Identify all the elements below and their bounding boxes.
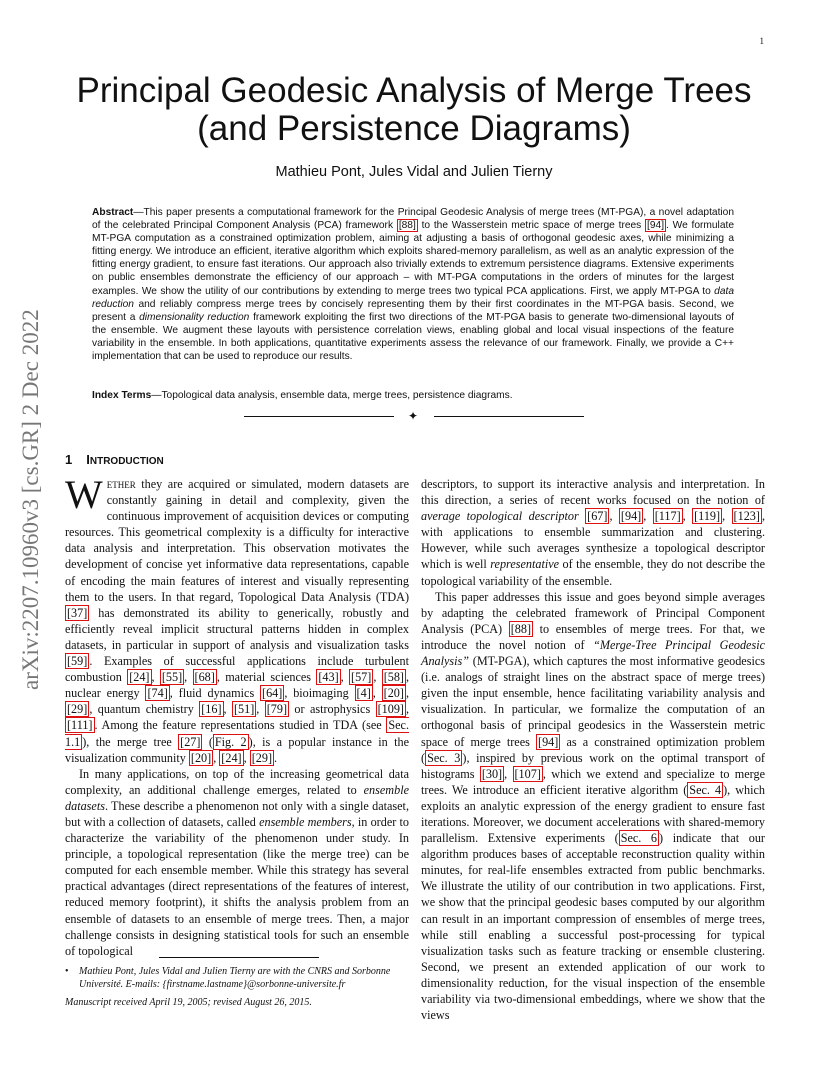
body-text: . Among the feature representations studied in TDA (see — [94, 718, 387, 733]
citation-link[interactable]: [20] — [383, 686, 404, 701]
right-column — [421, 476, 765, 1023]
body-text: . Examples of successful applications include turbulent combustion — [65, 654, 409, 685]
citation-link[interactable]: [4] — [356, 686, 371, 701]
index-terms-label: Index Terms — [92, 390, 152, 401]
body-text: descriptors, to support its interactive analysis and interpretation. In this direction, a series of recent works focused on the notion of — [421, 477, 765, 508]
body-text: This paper addresses this issue and goes beyond simple averages by adapting the celebrated framework of Principal Component Analysis (PCA) — [421, 589, 765, 636]
abstract-text: to the Wasserstein metric space of merge trees — [417, 220, 646, 232]
emphasis-text: “Merge-Tree Principal Geodesic Analysis” — [421, 637, 765, 669]
title-line-1: Principal Geodesic Analysis of Merge Trees — [76, 71, 752, 110]
citation-link[interactable]: [107] — [514, 766, 541, 781]
body-text: or astrophysics — [289, 702, 376, 717]
citation-link[interactable]: [94] — [538, 734, 559, 749]
body-text: ), the merge tree — [82, 734, 179, 749]
body-text: , fluid dynamics — [169, 686, 261, 701]
paragraph: This paper addresses this issue and goes beyond simple averages by adapting the celebrated framework of Principal Component Analysis (PCA) [88] to ensembles of merge trees. For that, we introduce the novel notion of “Merge-Tree Principal Geodesic Analysis” (MT-PGA), which captures the most informative geodesics (i.e. analogs of straight lines on the abstract space of merge trees) given the input ensemble, hence facilitating variability analysis and visualization. In particular, we formalize the computation of an orthogonal basis of principal geodesics in the Wasserstein metric space of merge trees [94] as a constrained optimization problem ( Sec. 3 ), inspired by previous work on the optimal transport of histograms [30] , [107] , which we extend and specialize to merge trees. We introduce an efficient iterative algorithm ( Sec. 4 ), which exploits an analytic expression of the energy gradient to ensure fast iterations. Moreover, we document accelerations with shared-memory parallelism. Extensive experiments ( Sec. 6 ) indicate that our algorithm produces bases of acceptable reconstruction quality within minutes, for real-life ensembles extracted from public benchmarks. We illustrate the utility of our contribution in two applications. First, we show that the principal geodesic bases computed by our algorithm can result in an important compression of ensembles of merge trees, while still enabling a successful post-processing for typical visualization tasks such as feature tracking or ensemble clustering. Second, we present an extended application of our work to dimensionality reduction, for the visual inspection of the ensemble variability via two-dimensional embeddings, where we show that the views — [421, 589, 766, 1023]
body-text: ), is a popular instance in the visualization community — [65, 734, 409, 765]
section-link[interactable]: Sec. 3 — [427, 750, 461, 765]
body-text: . These describe a phenomenon not only with a single dataset, but with a collection of datasets, called — [65, 798, 409, 829]
separator-line — [434, 416, 584, 417]
citation-link[interactable]: [29] — [67, 702, 88, 717]
body-text: has demonstrated its ability to generically, robustly and efficiently reveal implicit structural patterns hidden in complex datasets, in particular in support of analysis and visualization tasks — [65, 605, 409, 652]
body-text: . — [274, 750, 278, 765]
citation-link[interactable]: [24] — [129, 670, 150, 685]
citation-link[interactable]: [58] — [383, 670, 404, 685]
emphasis-text: ensemble datasets — [65, 782, 409, 813]
citation-link[interactable]: [111] — [67, 718, 93, 733]
small-caps-text: ether — [106, 477, 136, 491]
body-text: , which we extend and specialize to merge trees. We introduce an efficient iterative algorithm ( — [421, 766, 765, 797]
body-text: , material sciences — [216, 670, 317, 685]
paragraph — [65, 766, 409, 959]
citation-link[interactable]: [43] — [318, 670, 339, 685]
body-text: ) indicate that our algorithm produces bases of acceptable reconstruction quality within minutes, for real-life ensembles extracted from public benchmarks. We illustrate the utility of our contribution in two applications. First, we show that the principal geodesic bases computed by our algorithm can result in an important compression of ensembles of merge trees, while still enabling a successful post-processing for typical visualization tasks such as feature tracking or ensemble clustering. Second, we present an extended application of our work to dimensionality reduction, for the visual inspection of the ensemble variability via two-dimensional embeddings, where we show that the views — [421, 831, 765, 1023]
left-column — [65, 472, 410, 959]
citation-link[interactable]: [88] — [398, 220, 416, 232]
page-number: 1 — [759, 36, 764, 46]
citation-link[interactable]: [24] — [221, 750, 242, 765]
section-title-rest: NTRODUCTION — [89, 456, 164, 467]
author-list: Mathieu Pont, Jules Vidal and Julien Tierny — [275, 164, 553, 180]
body-text: to ensembles of merge trees. For that, we introduce the novel notion of — [421, 621, 765, 652]
body-text: they are acquired or simulated, modern datasets are constantly gaining in detail and complexity, given the continuous improvement of acquisition devices or computing resources. This geometrical complexity is a difficulty for interactive data analysis and interpretation. This observation motivates the development of concise yet informative data representations, capable of encoding the main features of interest and visually representing them to the users. In that regard, Topological Data Analysis (TDA) — [65, 477, 409, 604]
paper-title — [60, 72, 768, 148]
citation-link[interactable]: [67] — [587, 509, 608, 524]
section-separator — [244, 410, 584, 424]
body-text: , in order to characterize the variability of the phenomenon under study. In principle, a topological representation (like the merge tree) can be computed for each ensemble member. While this strategy has several practical advantages (direct representations of the features of interest, reduced memory footprint), it shifts the analysis problem from an ensemble of datasets to an ensemble of merge trees. Then, a major challenge consists in designing statistical tools for such an ensemble of topological — [65, 814, 409, 958]
bullet-icon: • — [65, 966, 69, 977]
index-terms-text: —Topological data analysis, ensemble data, merge trees, persistence diagrams. — [151, 390, 513, 401]
abstract-text: and reliably compress merge trees by concisely representing them by their first coordinates in the MT-PGA basis. Second, we present a — [92, 298, 734, 323]
body-text: (MT-PGA), which captures the most informative geodesics (i.e. analogs of straight lines on the abstract space of merge trees) given the input ensemble, hence facilitating variability analysis and visualization. In particular, we formalize the computation of an orthogonal basis of principal geodesics in the Wasserstein metric space of merge trees — [421, 654, 765, 749]
body-text: , bioimaging — [284, 686, 355, 701]
paragraph: Wether they are acquired or simulated, modern datasets are constantly gaining in detail and complexity, given the continuous improvement of acquisition devices or computing resources. This geometrical complexity is a difficulty for interactive data analysis and interpretation. This observation motivates the development of concise yet informative data representations, capable of encoding the main features of interest and visually representing them to the users. In that regard, Topological Data Analysis (TDA) [37] has demonstrated its ability to generically, robustly and efficiently reveal implicit structural patterns hidden in complex datasets, in particular in support of analysis and visualization tasks [59] . Examples of successful applications include turbulent combustion [24] , [55] , [68] , material sciences [43] , [57] , [58] , nuclear energy [74] , fluid dynamics [64] , bioimaging [4] , [20] , [29] , quantum chemistry [16] , [51] , [79] or astrophysics [109] , [111] . Among the feature representations studied in TDA (see Sec. 1.1 ), the merge tree [27] ( Fig. 2 ), is a popular instance in the visualization community [20] , [24] , [29] . — [65, 472, 410, 765]
abstract — [92, 206, 734, 363]
paragraph: descriptors, to support its interactive analysis and interpretation. In this direction, a series of recent works focused on the notion of average topological descriptor [67] , [94] , [117] , [119] , [123] , with applications to ensemble summarization and clustering. However, while such averages synthesize a topological descriptor which is well representative of the ensemble, they do not describe the topological variability of the ensemble. — [421, 477, 765, 588]
title-line-2: (and Persistence Diagrams) — [197, 109, 631, 148]
citation-link[interactable]: [117] — [654, 509, 681, 524]
drop-cap: W — [65, 472, 103, 517]
citation-link[interactable]: [94] — [620, 509, 642, 524]
body-text: , quantum chemistry — [89, 702, 200, 717]
abstract-emphasis: data reduction — [92, 285, 734, 310]
abstract-text: —This paper presents a computational framework for the Principal Geodesic Analysis of merge trees (MT-PGA), a novel adaptation of the celebrated Principal Component Analysis (PCA) framework — [92, 207, 734, 232]
body-text: , nuclear energy — [65, 670, 410, 701]
section-heading — [65, 452, 164, 467]
citation-link[interactable]: [37] — [67, 605, 88, 620]
abstract-text: framework exploiting the first two directions of the MT-PGA basis to generate two-dimensional layouts of the ensemble. We augment these layouts with persistence correlation views, enabling global and local visual inspections of the feature variability in the ensemble. In both applications, quantitative experiments assess the relevance of our framework. Finally, we provide a C++ implementation that can be used to reproduce our results. — [92, 311, 735, 363]
separator-line — [244, 416, 394, 417]
citation-link[interactable]: [88] — [510, 621, 532, 636]
citation-link[interactable]: [29] — [251, 750, 273, 765]
footnote-rule — [159, 957, 319, 958]
citation-link[interactable]: [94] — [647, 220, 665, 232]
citation-link[interactable]: [74] — [147, 686, 168, 701]
body-text: of the ensemble, they do not describe the topological variability of the ensemble. — [421, 557, 765, 588]
body-text: ( — [202, 734, 213, 749]
body-text: , with applications to ensemble summarization and clustering. However, while such averages synthesize a topological descriptor which is well — [421, 509, 765, 572]
manuscript-note: Manuscript received April 19, 2005; revised August 26, 2015. — [65, 997, 312, 1008]
citation-link[interactable]: [16] — [201, 702, 222, 717]
citation-link[interactable]: [59] — [67, 654, 88, 669]
citation-link[interactable]: [119] — [694, 509, 721, 524]
separator-diamond-icon: ✦ — [408, 409, 419, 423]
body-text: ), which exploits an analytic expression of the energy gradient to ensure fast iterations. Moreover, we document accelerations with shared-memory parallelism. Extensive experiments ( — [421, 782, 766, 846]
arxiv-stamp: arXiv:2207.10960v3 [cs.GR] 2 Dec 2022 — [18, 309, 43, 690]
citation-link[interactable]: [57] — [351, 670, 372, 685]
citation-link[interactable]: [20] — [190, 750, 212, 765]
citation-link[interactable]: [27] — [180, 734, 201, 749]
citation-link[interactable]: [79] — [266, 702, 288, 717]
section-title-initial: I — [86, 452, 90, 467]
body-text: ), inspired by previous work on the optimal transport of histograms — [421, 750, 765, 781]
citation-link[interactable]: [64] — [262, 686, 283, 701]
figure-link[interactable]: Fig. 2 — [214, 734, 247, 749]
citation-link[interactable]: [55] — [161, 670, 183, 685]
abstract-text: . We formulate MT-PGA computation as a constrained optimization problem, aiming at adjusting a basis of orthogonal geodesic axes, while minimizing a fitting energy. We introduce an efficient, iterative algorithm which exploits shared-memory parallelism, as well as an analytic expression of the fitting energy gradient, to ensure fast iterations. Our approach also trivially extends to extremum persistence diagrams. Extensive experiments on public ensembles demonstrate the efficiency of our approach – with MT-PGA computations in the orders of minutes for the largest examples. We show the utility of our contributions by extending to merge trees two typical PCA applications. First, we apply MT-PGA to — [92, 220, 734, 297]
section-link[interactable]: Sec. 1.1 — [65, 718, 409, 749]
footnote — [65, 965, 409, 991]
emphasis-text: representative — [490, 557, 560, 572]
section-link[interactable]: Sec. 4 — [689, 782, 722, 797]
abstract-emphasis: dimensionality reduction — [139, 311, 250, 323]
abstract-label: Abstract — [92, 207, 134, 218]
body-text: as a constrained optimization problem ( — [421, 734, 765, 765]
citation-link[interactable]: [109] — [377, 702, 404, 717]
index-terms — [92, 389, 734, 402]
body-text: In many applications, on top of the increasing geometrical data complexity, an additional challenge emerges, related to — [65, 766, 409, 797]
footnote-text: Mathieu Pont, Jules Vidal and Julien Tierny are with the CNRS and Sorbonne Université. E-mails: {firstname.lastname}@sorbonne-universite.fr — [79, 966, 391, 990]
citation-link[interactable]: [30] — [481, 766, 503, 781]
section-link[interactable]: Sec. 6 — [620, 831, 658, 846]
section-number: 1 — [65, 452, 73, 467]
citation-link[interactable]: [123] — [733, 509, 760, 524]
emphasis-text: average topological descriptor — [421, 509, 579, 524]
citation-link[interactable]: [51] — [233, 702, 255, 717]
emphasis-text: ensemble members — [259, 814, 352, 829]
citation-link[interactable]: [68] — [194, 670, 215, 685]
